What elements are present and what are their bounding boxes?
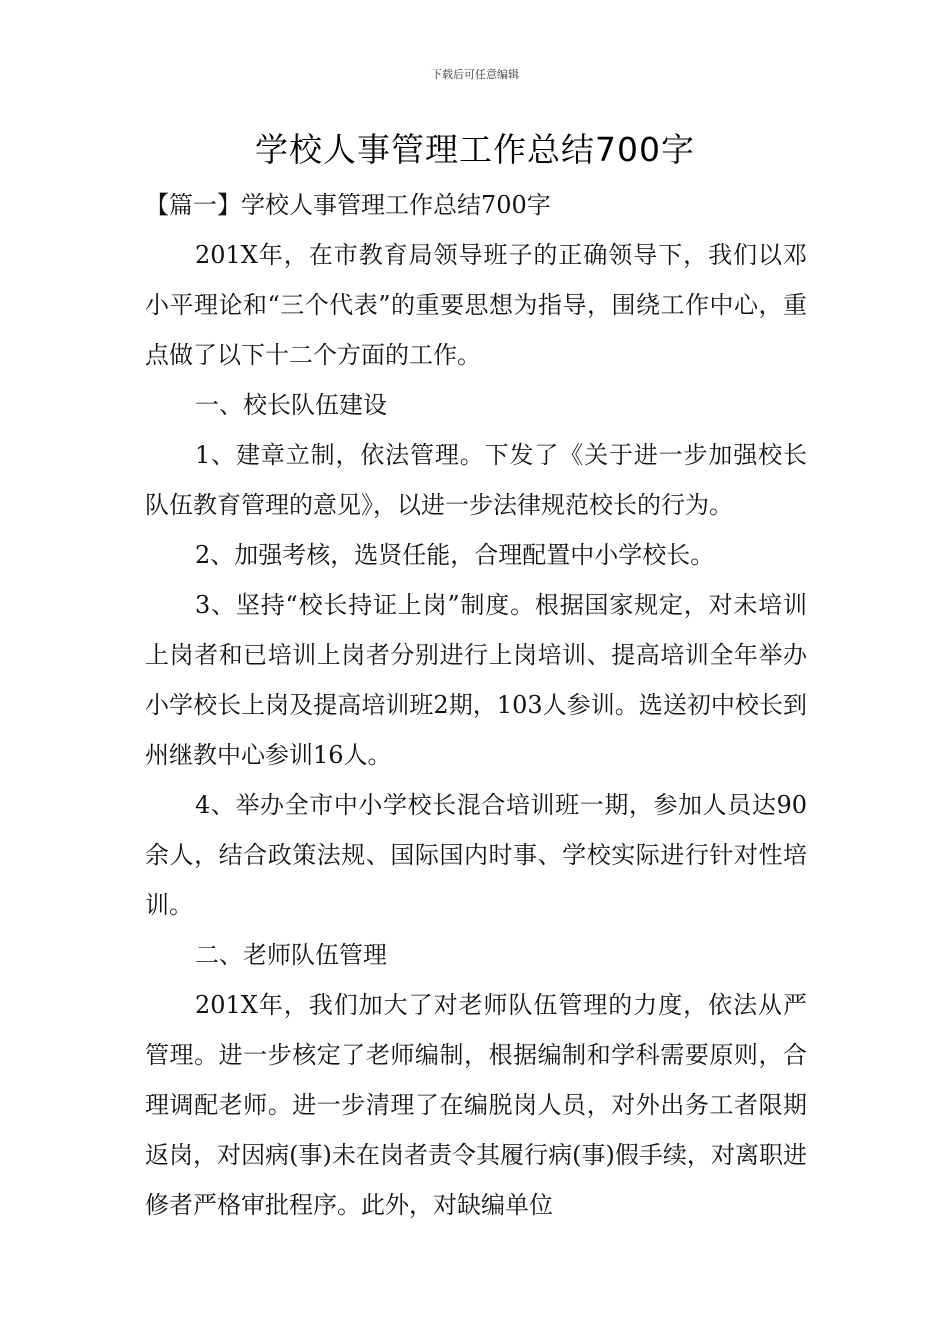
document-title: 学校人事管理工作总结700字 bbox=[255, 130, 695, 169]
paragraph-item-4: 4、举办全市中小学校长混合培训班一期，参加人员达90余人，结合政策法规、国际国内时事、学校实际进行针对性培训。 bbox=[145, 791, 807, 919]
document-body bbox=[145, 180, 807, 1230]
section-heading-teachers: 二、老师队伍管理 bbox=[195, 941, 387, 969]
section-subtitle: 【篇一】学校人事管理工作总结700字 bbox=[145, 191, 551, 219]
paragraph-item-2: 2、加强考核，选贤任能，合理配置中小学校长。 bbox=[195, 541, 715, 569]
paragraph-intro: 201X年，在市教育局领导班子的正确领导下，我们以邓小平理论和“三个代表”的重要思想为指导，围绕工作中心，重点做了以下十二个方面的工作。 bbox=[145, 241, 807, 369]
section-heading-principals: 一、校长队伍建设 bbox=[195, 391, 387, 419]
paragraph-teachers: 201X年，我们加大了对老师队伍管理的力度，依法从严管理。进一步核定了老师编制，根据编制和学科需要原则，合理调配老师。进一步清理了在编脱岗人员，对外出务工者限期返岗，对因病(事)未在岗者责令其履行病(事)假手续，对离职进修者严格审批程序。此外，对缺编单位 bbox=[145, 991, 807, 1219]
paragraph-item-3: 3、坚持“校长持证上岗”制度。根据国家规定，对未培训上岗者和已培训上岗者分别进行上岗培训、提高培训全年举办小学校长上岗及提高培训班2期，103人参训。选送初中校长到州继教中心参训16人。 bbox=[145, 591, 807, 769]
header-note: 下载后可任意编辑 bbox=[431, 68, 519, 81]
paragraph-item-1: 1、建章立制，依法管理。下发了《关于进一步加强校长队伍教育管理的意见》，以进一步法律规范校长的行为。 bbox=[145, 441, 807, 519]
